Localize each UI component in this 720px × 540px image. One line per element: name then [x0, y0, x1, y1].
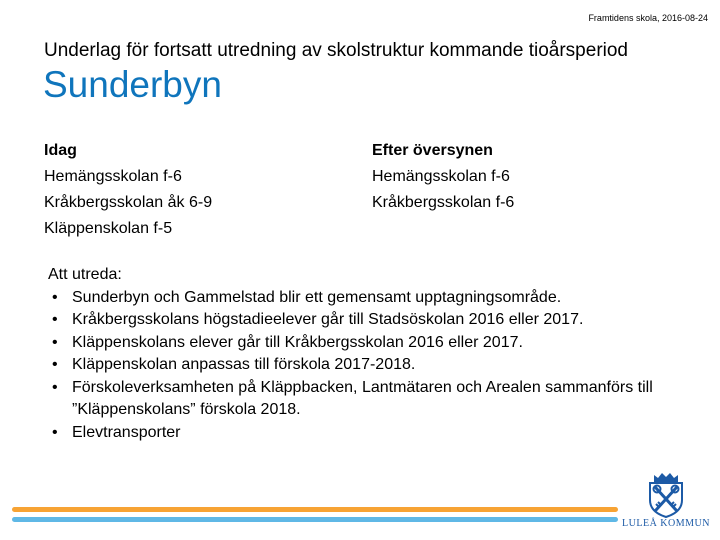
today-item: Kläppenskolan f-5 [44, 220, 173, 237]
footer-bar-blue [12, 517, 618, 522]
investigate-list [48, 287, 688, 445]
bullet: • [52, 423, 58, 441]
list-item-text: Kläppenskolans elever går till Kråkbergsskolan 2016 eller 2017. [72, 333, 523, 351]
list-item [48, 422, 688, 445]
after-column [372, 138, 514, 216]
lulea-kommun-logo [620, 472, 712, 532]
today-heading: Idag [44, 142, 77, 159]
bullet: • [52, 311, 58, 328]
list-item-text: Kläppenskolan anpassas till förskola 2017-2018. [72, 356, 416, 373]
bullet: • [52, 333, 58, 351]
list-item-text: Förskoleverksamheten på Kläppbacken, Lantmätaren och Arealen sammanförs till ”Kläppenskolans” förskola 2018. [72, 378, 653, 418]
bullet: • [52, 356, 58, 373]
investigate-heading: Att utreda: [48, 266, 122, 283]
list-item [48, 332, 688, 355]
today-item: Hemängsskolan f-6 [44, 168, 182, 185]
list-item [48, 309, 688, 332]
header-note: Framtidens skola, 2016-08-24 [588, 13, 708, 23]
logo-text: LULEÅ KOMMUN [622, 518, 710, 529]
page-subtitle: Underlag för fortsatt utredning av skolstruktur kommande tioårsperiod [44, 40, 628, 61]
after-item: Hemängsskolan f-6 [372, 168, 510, 185]
lulea-kommun-coat-of-arms-icon [644, 472, 688, 518]
list-item-text: Sunderbyn och Gammelstad blir ett gemensamt upptagningsområde. [72, 288, 562, 306]
after-item: Kråkbergsskolan f-6 [372, 194, 515, 211]
list-item-text: Elevtransporter [72, 423, 181, 441]
page-title: Sunderbyn [43, 64, 222, 105]
list-item [48, 287, 688, 310]
after-heading: Efter översynen [372, 142, 493, 159]
list-item [48, 377, 688, 422]
bullet: • [52, 378, 58, 396]
list-item-text: Kråkbergsskolans högstadieelever går till Stadsöskolan 2016 eller 2017. [72, 311, 584, 328]
today-column [44, 138, 212, 242]
footer-bar-orange [12, 507, 618, 512]
list-item [48, 354, 688, 377]
today-item: Kråkbergsskolan åk 6-9 [44, 194, 213, 211]
investigate-section [48, 264, 688, 444]
bullet: • [52, 288, 58, 306]
